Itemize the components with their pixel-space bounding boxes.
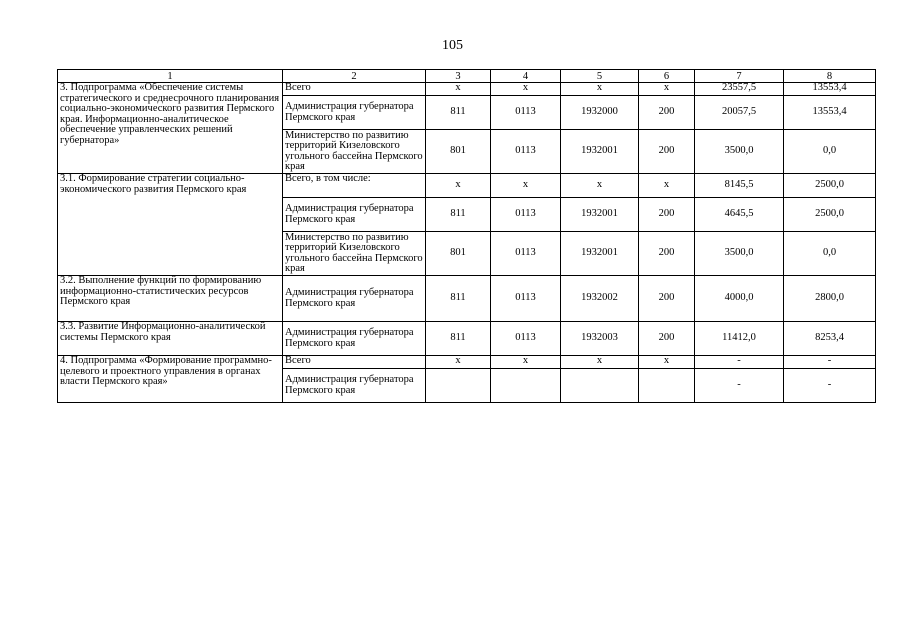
org-cell: Министерство по развитию территорий Кизеловского угольного бассейна Пермского края (283, 232, 426, 276)
header-cell: 8 (784, 70, 876, 83)
code-cell: 0113 (491, 96, 561, 130)
header-cell: 6 (639, 70, 695, 83)
amount-cell: 0,0 (784, 130, 876, 174)
amount-cell: 13553,4 (784, 83, 876, 96)
table-row (58, 356, 876, 369)
code-cell: 200 (639, 322, 695, 356)
amount-cell: 11412,0 (695, 322, 784, 356)
code-cell: x (426, 356, 491, 369)
amount-cell: 3500,0 (695, 130, 784, 174)
code-cell: 1932001 (561, 130, 639, 174)
org-cell: Администрация губернатора Пермского края (283, 96, 426, 130)
header-cell: 4 (491, 70, 561, 83)
amount-cell: - (784, 369, 876, 403)
program-name-cell: 4. Подпрограмма «Формирование программно-целевого и проектного управления в органах власти Пермского края» (58, 356, 283, 403)
code-cell: 200 (639, 232, 695, 276)
code-cell: x (639, 174, 695, 198)
code-cell: 801 (426, 130, 491, 174)
code-cell: x (491, 174, 561, 198)
code-cell: x (426, 83, 491, 96)
code-cell: 811 (426, 322, 491, 356)
amount-cell: - (695, 369, 784, 403)
org-cell: Администрация губернатора Пермского края (283, 322, 426, 356)
table-row (58, 276, 876, 322)
amount-cell: 2800,0 (784, 276, 876, 322)
code-cell: x (561, 83, 639, 96)
table-row (58, 174, 876, 198)
org-cell: Администрация губернатора Пермского края (283, 369, 426, 403)
amount-cell: 2500,0 (784, 198, 876, 232)
code-cell: x (426, 174, 491, 198)
amount-cell: 4000,0 (695, 276, 784, 322)
budget-table (57, 69, 876, 403)
header-cell: 1 (58, 70, 283, 83)
code-cell: 1932002 (561, 276, 639, 322)
org-cell: Всего, в том числе: (283, 174, 426, 198)
header-cell: 7 (695, 70, 784, 83)
amount-cell: 3500,0 (695, 232, 784, 276)
code-cell: 0113 (491, 130, 561, 174)
code-cell (491, 369, 561, 403)
table-row (58, 322, 876, 356)
amount-cell: 13553,4 (784, 96, 876, 130)
code-cell (426, 369, 491, 403)
program-name-cell: 3.1. Формирование стратегии социально-экономического развития Пермского края (58, 174, 283, 276)
code-cell: 0113 (491, 232, 561, 276)
amount-cell: 8145,5 (695, 174, 784, 198)
program-name-cell: 3. Подпрограмма «Обеспечение системы стратегического и среднесрочного планирования социально-экономического развития Пермского края. Информационно-аналитическое обеспечение управленческих решений губернатора» (58, 83, 283, 174)
code-cell: 200 (639, 96, 695, 130)
org-cell: Министерство по развитию территорий Кизеловского угольного бассейна Пермского края (283, 130, 426, 174)
amount-cell: 2500,0 (784, 174, 876, 198)
org-cell: Всего (283, 356, 426, 369)
org-cell: Администрация губернатора Пермского края (283, 276, 426, 322)
amount-cell: 0,0 (784, 232, 876, 276)
code-cell: x (639, 83, 695, 96)
code-cell: 200 (639, 276, 695, 322)
code-cell: x (639, 356, 695, 369)
amount-cell: 4645,5 (695, 198, 784, 232)
code-cell: x (561, 174, 639, 198)
code-cell: 200 (639, 198, 695, 232)
code-cell (561, 369, 639, 403)
code-cell: 0113 (491, 276, 561, 322)
code-cell: x (561, 356, 639, 369)
org-cell: Всего (283, 83, 426, 96)
code-cell: 0113 (491, 198, 561, 232)
header-cell: 3 (426, 70, 491, 83)
code-cell: 1932001 (561, 232, 639, 276)
code-cell: 811 (426, 276, 491, 322)
amount-cell: 23557,5 (695, 83, 784, 96)
program-name-cell: 3.3. Развитие Информационно-аналитической системы Пермского края (58, 322, 283, 356)
amount-cell: 8253,4 (784, 322, 876, 356)
table-row (58, 83, 876, 96)
header-row (58, 70, 876, 83)
code-cell: 811 (426, 198, 491, 232)
code-cell: x (491, 356, 561, 369)
code-cell (639, 369, 695, 403)
code-cell: 1932000 (561, 96, 639, 130)
code-cell: 811 (426, 96, 491, 130)
code-cell: 801 (426, 232, 491, 276)
code-cell: x (491, 83, 561, 96)
program-name-cell: 3.2. Выполнение функций по формированию информационно-статистических ресурсов Пермского края (58, 276, 283, 322)
amount-cell: - (695, 356, 784, 369)
code-cell: 1932003 (561, 322, 639, 356)
amount-cell: - (784, 356, 876, 369)
header-cell: 5 (561, 70, 639, 83)
page-number: 105 (442, 38, 463, 53)
org-cell: Администрация губернатора Пермского края (283, 198, 426, 232)
amount-cell: 20057,5 (695, 96, 784, 130)
code-cell: 200 (639, 130, 695, 174)
header-cell: 2 (283, 70, 426, 83)
code-cell: 1932001 (561, 198, 639, 232)
code-cell: 0113 (491, 322, 561, 356)
